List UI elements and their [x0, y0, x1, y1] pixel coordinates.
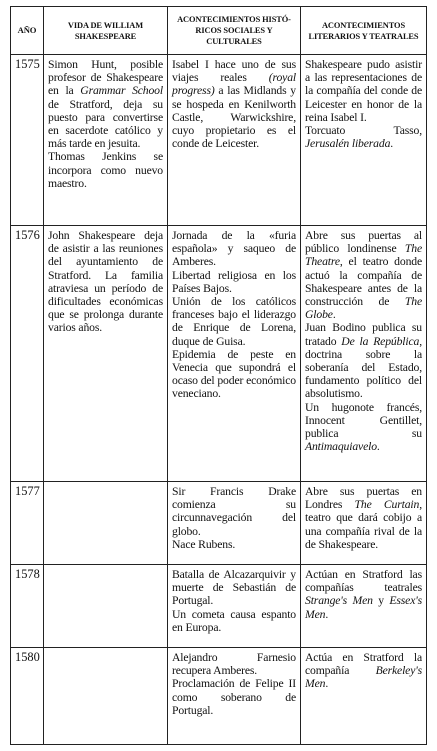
- cell-paragraph: Simon Hunt, posible profesor de Shakespeare en la Grammar School de Stratford, deja su puesto para convertirse en sacerdote católico y más tarde en jesuita.: [48, 58, 163, 151]
- life-cell: [44, 226, 168, 482]
- header-life: VIDA DE WILLIAM SHAKESPEARE: [44, 7, 168, 55]
- cell-paragraph: Unión de los católicos franceses bajo el liderazgo de Enrique de Lorena, duque de Guisa.: [172, 295, 296, 348]
- cell-paragraph: Un cometa causa espanto en Europa.: [172, 607, 296, 634]
- cell-paragraph: Jornada de la «furia española» y saqueo de Amberes.: [172, 229, 296, 269]
- italic-title: (royal progress): [172, 71, 296, 98]
- cell-paragraph: Abre sus puertas en Londres The Curtain, teatro que dará cobijo a una compañía rival de la de Shakespeare.: [305, 485, 422, 551]
- year-cell: 1580: [11, 648, 44, 745]
- table-body: [11, 55, 427, 745]
- table-row: [11, 482, 427, 565]
- life-cell: [44, 55, 168, 226]
- italic-title: De la República: [341, 334, 420, 348]
- literary-cell: [301, 482, 427, 565]
- year-cell: 1575: [11, 55, 44, 226]
- italic-title: Strange's Men: [305, 594, 373, 608]
- cell-paragraph: Juan Bodino publica su tratado De la República, doctrina sobre la soberanía del Estado, fundamento político del absolutismo.: [305, 321, 423, 401]
- cell-paragraph: Thomas Jenkins se incorpora como nuevo maestro.: [48, 150, 163, 190]
- italic-title: The Theatre: [305, 242, 422, 269]
- table-row: [11, 565, 427, 648]
- header-row: [11, 7, 427, 55]
- history-cell: [168, 648, 301, 745]
- page: [10, 6, 426, 746]
- literary-cell: [301, 565, 427, 648]
- cell-paragraph: Actúan en Stratford las compañías teatrales Strange's Men y Essex's Men.: [305, 568, 422, 621]
- italic-title: The Globe: [305, 295, 422, 322]
- italic-title: The Curtain: [354, 498, 420, 512]
- italic-title: Jerusalén liberada: [305, 137, 391, 151]
- cell-paragraph: Un hugonote francés, Innocent Gentillet, publica su Antimaquiavelo.: [305, 400, 422, 454]
- literary-cell: [301, 55, 427, 226]
- cell-paragraph: Batalla de Alcazarquivir y muerte de Sebastián de Portugal.: [172, 568, 296, 608]
- life-cell: [44, 648, 168, 745]
- cell-paragraph: Torcuato Tasso, Jerusalén liberada.: [305, 124, 422, 151]
- cell-paragraph: Libertad religiosa en los Países Bajos.: [172, 268, 296, 295]
- cell-paragraph: Nace Rubens.: [172, 537, 236, 551]
- chronology-table: [10, 6, 427, 745]
- cell-paragraph: Isabel I hace uno de sus viajes reales (royal progress) a las Midlands y se hospeda en Kenilworth Castle, Warwickshire, cuyo propietario es el conde de Leicester.: [172, 58, 296, 151]
- year-cell: 1577: [11, 482, 44, 565]
- cell-paragraph: Alejandro Farnesio recupera Amberes.: [172, 651, 296, 678]
- italic-title: Berkeley's Men: [305, 664, 422, 691]
- header-literary: ACONTECIMIENTOS LITERARIOS Y TEATRALES: [301, 7, 427, 55]
- literary-cell: [301, 648, 427, 745]
- table-row: [11, 55, 427, 226]
- table-row: [11, 648, 427, 745]
- literary-cell: [301, 226, 427, 482]
- cell-paragraph: John Shakespeare deja de asistir a las reuniones del ayuntamiento de Stratford. La familia atraviesa un período de dificultades económicas que se prolonga durante varios años.: [48, 229, 163, 335]
- table-header: [11, 7, 427, 55]
- italic-title: Antimaquiavelo: [305, 440, 377, 454]
- cell-paragraph: Epidemia de peste en Venecia que supondrá el ocaso del poder económico veneciano.: [172, 347, 296, 401]
- life-cell: [44, 565, 168, 648]
- cell-paragraph: Proclamación de Felipe II como soberano de Portugal.: [172, 677, 296, 717]
- year-cell: 1578: [11, 565, 44, 648]
- year-cell: 1576: [11, 226, 44, 482]
- history-cell: [168, 565, 301, 648]
- history-cell: [168, 482, 301, 565]
- italic-title: Grammar School: [80, 84, 163, 98]
- cell-paragraph: Sir Francis Drake comienza su circunnavegación del globo.: [172, 485, 296, 538]
- cell-paragraph: Actúa en Stratford la compañía Berkeley's Men.: [305, 651, 422, 691]
- cell-paragraph: Shakespeare pudo asistir a las representaciones de la compañía del conde de Leicester en honor de la reina Isabel I.: [305, 58, 422, 124]
- header-history: ACONTECIMIENTOS HISTÓ- RICOS SOCIALES Y CULTURALES: [168, 7, 301, 55]
- history-cell: [168, 55, 301, 226]
- header-year: AÑO: [11, 7, 44, 55]
- cell-paragraph: Abre sus puertas al público londinense The Theatre, el teatro donde actuó la compañía de Shakespeare antes de la construcción de The Globe.: [305, 229, 422, 322]
- history-cell: [168, 226, 301, 482]
- life-cell: [44, 482, 168, 565]
- italic-title: Essex's Men: [305, 594, 422, 621]
- table-row: [11, 226, 427, 482]
